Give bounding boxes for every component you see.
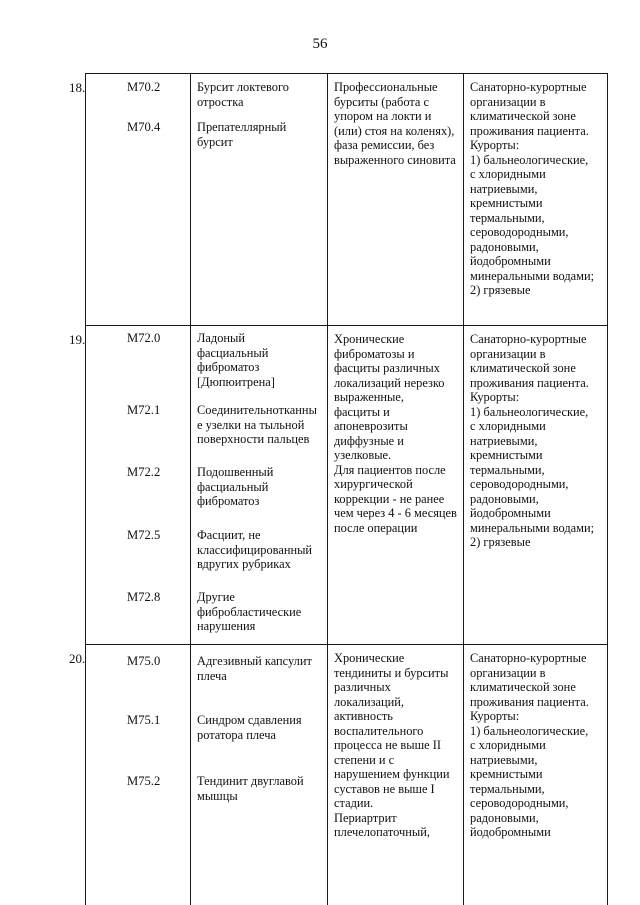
diagnosis-name-line: фибробластические [197,604,302,619]
diagnosis-name-line: плеча [197,668,227,683]
diagnosis-name-line: классифицированный [197,542,313,557]
indication-line: Периартрит [334,810,397,825]
diagnosis-name-line: отростка [197,94,244,109]
indication-line: нарушением функции [334,767,450,781]
icd-code: M75.1 [127,713,161,727]
indication-line: степени и с [334,752,395,767]
indication-line: после операции [334,520,418,535]
icd-code: M70.2 [127,80,161,94]
icd-code: M72.2 [127,465,161,479]
indication-line: фасциты различных [334,361,440,375]
row-number: 19. [69,332,86,347]
column-border [85,73,86,905]
resort-line: радоновыми, [470,810,539,825]
indication-line: выраженные, [334,390,404,404]
diagnosis-name-line: Соединительнотканны [197,403,317,417]
resort-line: 2) грязевые [470,283,531,297]
row-border [85,644,608,645]
resort-line: кремнистыми [470,196,543,210]
resort-line: Курорты: [470,390,520,404]
indication-line: воспалительного [334,723,424,738]
resort-line: Курорты: [470,138,520,152]
resort-line: 1) бальнеологические, [470,404,589,419]
resort-line: минеральными водами; [470,268,595,283]
resort-line: климатической зоне [470,109,576,123]
row-border [85,73,608,74]
diagnosis-name-line: Ладоный [197,331,245,345]
diagnosis-name-line: фасциальный [197,479,269,494]
icd-code: M72.8 [127,590,161,604]
diagnosis-name-line: Препателлярный [197,120,287,134]
resort-line: сероводородными, [470,796,569,810]
icd-code: M75.2 [127,774,161,788]
resort-line: с хлоридными [470,419,546,433]
column-border [190,73,191,905]
column-border [463,73,464,905]
indication-line: Профессиональные [334,80,438,94]
icd-code: M72.0 [127,331,161,345]
resort-line: проживания пациента. [470,375,589,390]
resort-line: радоновыми, [470,239,539,254]
page-number: 56 [312,36,328,52]
data-table [69,73,608,905]
indication-line: коррекции - не ранее [334,491,445,506]
resort-line: 1) бальнеологические, [470,152,589,167]
resort-line: с хлоридными [470,738,546,752]
indication-line: апоневрозиты [334,419,408,433]
diagnosis-name-line: Бурсит локтевого [197,80,289,94]
indication-line: активность [334,709,393,723]
resort-line: Санаторно-курортные [470,80,587,94]
indication-line: (или) стоя на коленях), [334,123,455,138]
indication-line: суставов не выше I [334,781,435,796]
resort-line: проживания пациента. [470,123,589,138]
icd-code: M70.4 [127,120,161,134]
resort-line: натриевыми, [470,752,538,767]
diagnosis-name-line: Подошвенный [197,465,274,479]
icd-code: M72.1 [127,403,161,417]
indication-line: чем через 4 - 6 месяцев [334,506,457,520]
diagnosis-name-line: Адгезивный капсулит [197,654,312,668]
resort-line: организации в [470,346,546,361]
diagnosis-name-line: фасциальный [197,345,269,360]
diagnosis-name-line: Синдром сдавления [197,713,302,727]
indication-line: фасциты и [334,404,390,419]
row-number: 18. [69,80,86,95]
resort-line: термальными, [470,462,545,477]
indication-line: упором на локти и [334,109,432,123]
resort-line: Санаторно-курортные [470,332,587,346]
resort-line: натриевыми, [470,433,538,448]
diagnosis-name-line: Тендинит двуглавой [197,774,304,788]
resort-line: организации в [470,665,546,680]
resort-line: с хлоридными [470,167,546,181]
indication-line: локализаций, [334,694,405,709]
resort-line: радоновыми, [470,491,539,506]
resort-line: сероводородными, [470,225,569,239]
indication-line: плечелопаточный, [334,825,430,839]
diagnosis-name-line: поверхности пальцев [197,432,310,446]
diagnosis-name-line: вдругих рубриках [197,557,291,571]
resort-line: климатической зоне [470,361,576,375]
diagnosis-name-line: е узелки на тыльной [197,417,305,432]
indication-line: бурситы (работа с [334,94,430,109]
diagnosis-name-line: нарушения [197,619,256,633]
indication-line: фаза ремиссии, без [334,138,435,152]
icd-code: M75.0 [127,654,161,668]
diagnosis-name-line: фиброматоз [197,494,260,508]
indication-line: различных [334,680,391,694]
resort-line: термальными, [470,210,545,225]
resort-line: йодобромными [470,506,551,520]
resort-line: организации в [470,94,546,109]
diagnosis-name-line: [Дюпюитрена] [197,374,275,389]
resort-line: минеральными водами; [470,520,595,535]
indication-line: локализаций нерезко [334,375,445,390]
diagnosis-name-line: бурсит [197,134,233,149]
resort-line: Санаторно-курортные [470,651,587,665]
indication-line: Хронические [334,332,405,346]
indication-line: фиброматозы и [334,346,415,361]
indication-line: выраженного синовита [334,152,456,167]
indication-line: тендиниты и бурситы [334,665,449,680]
resort-line: 1) бальнеологические, [470,723,589,738]
resort-line: климатической зоне [470,680,576,694]
indication-line: Хронические [334,651,405,665]
icd-code: M72.5 [127,528,161,542]
resort-line: 2) грязевые [470,535,531,549]
diagnosis-name-line: ротатора плеча [197,727,276,742]
column-border [327,73,328,905]
indication-line: диффузные и [334,433,404,448]
indication-line: узелковые. [334,448,392,462]
indication-line: стадии. [334,796,374,810]
resort-line: йодобромными [470,825,551,839]
resort-line: сероводородными, [470,477,569,491]
indication-line: хирургической [334,477,413,491]
row-border [85,325,608,326]
diagnosis-name-line: мышцы [197,788,238,803]
resort-line: Курорты: [470,709,520,723]
resort-line: кремнистыми [470,448,543,462]
indication-line: процесса не выше II [334,738,442,752]
resort-line: термальными, [470,781,545,796]
column-border [607,73,608,905]
diagnosis-name-line: фиброматоз [197,360,260,374]
row-number: 20. [69,651,86,666]
diagnosis-name-line: Фасциит, не [197,528,261,542]
resort-line: кремнистыми [470,767,543,781]
resort-line: йодобромными [470,254,551,268]
diagnosis-name-line: Другие [197,590,235,604]
resort-line: натриевыми, [470,181,538,196]
indication-line: Для пациентов после [334,462,446,477]
resort-line: проживания пациента. [470,694,589,709]
